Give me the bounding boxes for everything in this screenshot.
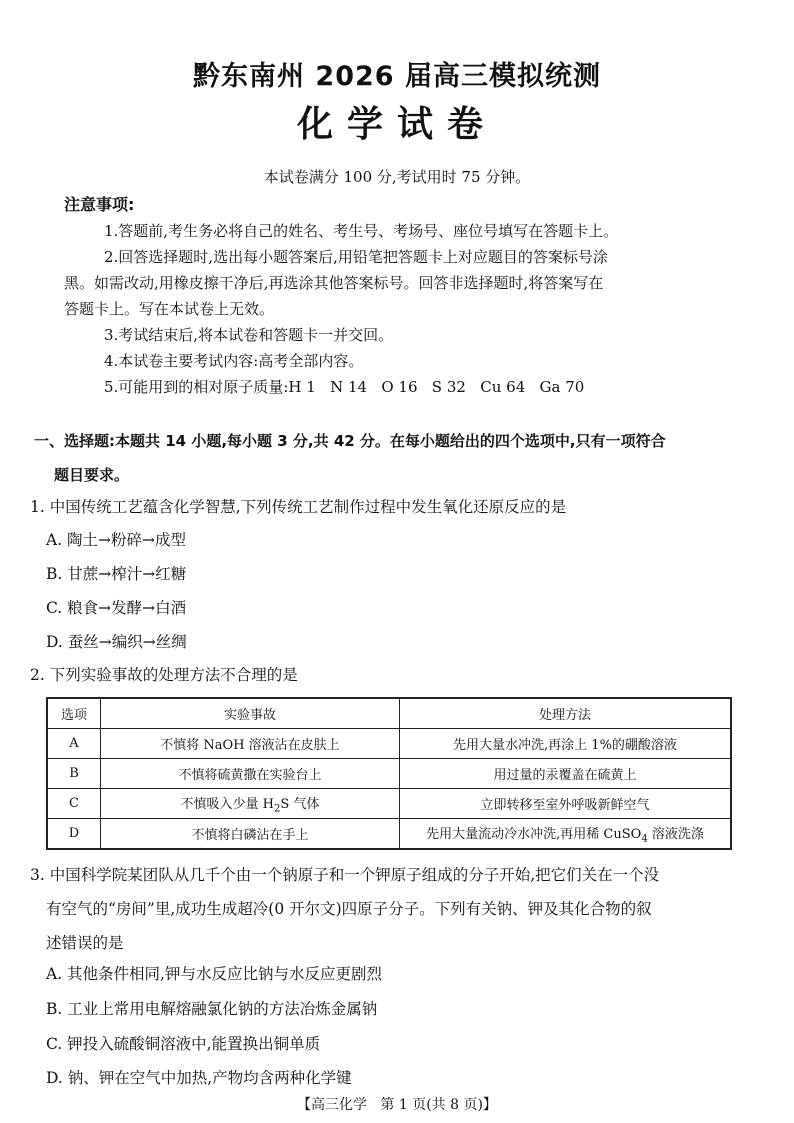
section-heading: 一、选择题:本题共 14 小题,每小题 3 分,共 42 分。在每小题给出的四个选项中,只有一项符合 题目要求。 — [34, 432, 666, 484]
question-1-option-c: C. 粮食→发酵→白酒 — [46, 599, 187, 617]
table-row — [47, 759, 731, 789]
row-method: 用过量的汞覆盖在硫黄上 — [400, 759, 732, 789]
row-accident: 不慎将白磷沾在手上 — [101, 819, 400, 850]
question-1-option-b: B. 甘蔗→榨汁→红糖 — [46, 565, 187, 583]
header-method: 处理方法 — [400, 698, 732, 729]
question-1-stem: 1. 中国传统工艺蕴含化学智慧,下列传统工艺制作过程中发生氧化还原反应的是 — [30, 498, 567, 516]
question-3-option-b: B. 工业上常用电解熔融氯化钠的方法冶炼金属钠 — [46, 1000, 378, 1018]
note-3: 3.考试结束后,将本试卷和答题卡一并交回。 — [104, 326, 394, 344]
note-2: 2.回答选择题时,选出每小题答案后,用铅笔把答题卡上对应题目的答案标号涂 黑。如需改动,用橡皮擦干净后,再选涂其他答案标号。回答非选择题时,将答案写在 答题卡上。写在本试卷上无效。 — [64, 248, 608, 318]
row-method: 立即转移至室外呼吸新鲜空气 — [400, 789, 732, 819]
table-row — [47, 729, 731, 759]
row-accident: 不慎将 NaOH 溶液沾在皮肤上 — [101, 729, 400, 759]
row-method: 先用大量流动冷水冲洗,再用稀 CuSO$_4$ 溶液洗涤 — [400, 819, 732, 850]
note-5: 5.可能用到的相对原子质量:H 1 N 14 O 16 S 32 Cu 64 Ga 70 — [104, 378, 585, 396]
question-3-option-d: D. 钠、钾在空气中加热,产物均含两种化学键 — [46, 1069, 352, 1087]
question-1-option-d: D. 蚕丝→编织→丝绸 — [46, 633, 187, 651]
row-option: B — [47, 759, 101, 789]
page-footer: 【高三化学 第 1 页(共 8 页)】 — [297, 1097, 497, 1113]
question-2-stem: 2. 下列实验事故的处理方法不合理的是 — [30, 666, 298, 684]
note-4: 4.本试卷主要考试内容:高考全部内容。 — [104, 352, 364, 370]
table-row — [47, 789, 731, 819]
table-row — [47, 819, 731, 850]
table-header-row — [47, 698, 731, 729]
exam-title: 黔东南州 2026 届高三模拟统测 — [193, 61, 601, 92]
row-method: 先用大量水冲洗,再涂上 1%的硼酸溶液 — [400, 729, 732, 759]
exam-info: 本试卷满分 100 分,考试用时 75 分钟。 — [263, 168, 531, 186]
question-1-option-a: A. 陶土→粉碎→成型 — [46, 531, 187, 549]
question-3-option-a: A. 其他条件相同,钾与水反应比钠与水反应更剧烈 — [46, 965, 382, 983]
header-accident: 实验事故 — [101, 698, 400, 729]
notes-heading: 注意事项: — [64, 195, 135, 214]
row-option: C — [47, 789, 101, 819]
row-accident: 不慎吸入少量 $H_2S$ 气体 — [101, 789, 400, 819]
question-3-stem: 3. 中国科学院某团队从几千个由一个钠原子和一个钾原子组成的分子开始,把它们关在一个没 有空气的“房间”里,成功生成超冷(0 开尔文)四原子分子。下列有关钠、钾及其化合物的叙 述错误的是 — [30, 866, 660, 952]
row-option: A — [47, 729, 101, 759]
row-option: D — [47, 819, 101, 850]
header-option: 选项 — [47, 698, 101, 729]
row-accident: 不慎将硫黄撒在实验台上 — [101, 759, 400, 789]
note-1: 1.答题前,考生务必将自己的姓名、考生号、考场号、座位号填写在答题卡上。 — [104, 222, 619, 240]
question-3-option-c: C. 钾投入硫酸铜溶液中,能置换出铜单质 — [46, 1035, 321, 1053]
subject-title: 化学试卷 — [296, 104, 497, 145]
accident-table — [46, 697, 732, 850]
